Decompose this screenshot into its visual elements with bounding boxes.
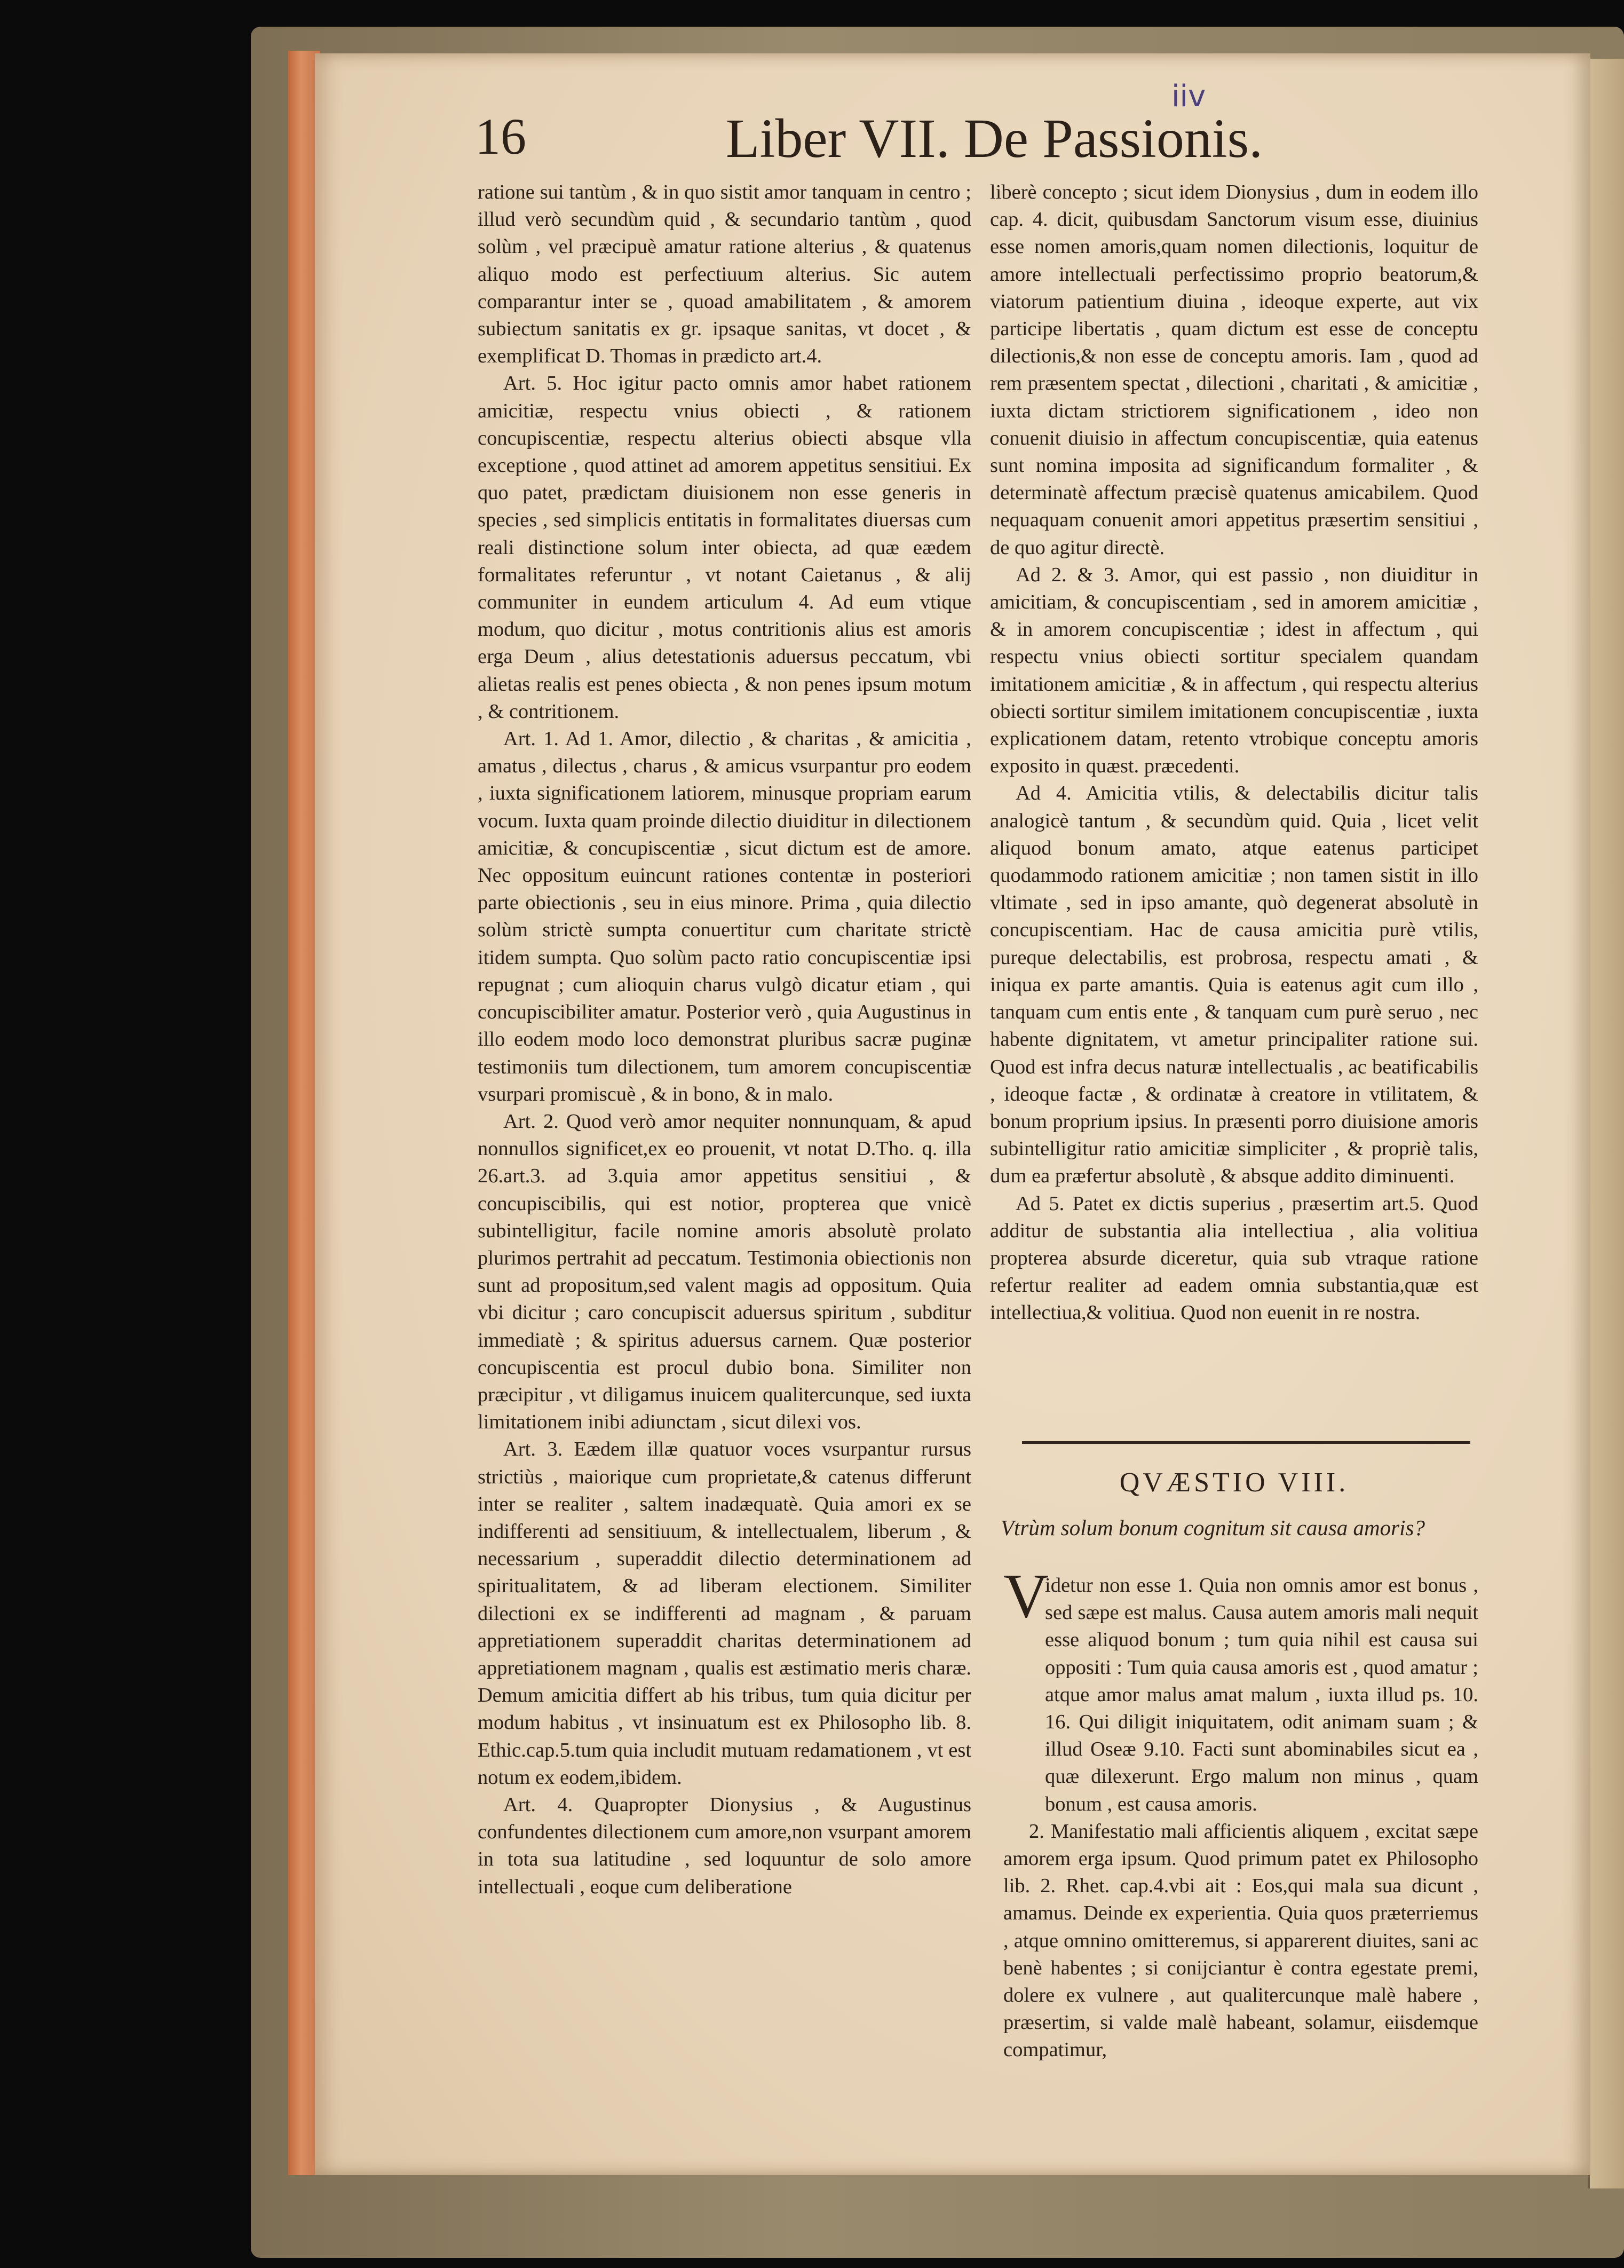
paragraph: Ad 2. & 3. Amor, qui est passio , non diuiditur in amicitiam, & concupiscentiam , sed in amorem amicitiæ , & in amorem concupiscentiæ ; idest in affectum , qui respectu vnius obiecti sortitur specialem quandam imitationem amicitiæ , & in affectum , qui respectu alterius obiecti sortitur similem imitationem concupiscentiæ , iuxta explicationem datam, retento vtrobique conceptu amoris exposito in quæst. præcedenti. bbox=[990, 563, 1478, 778]
marginal-annotation: iiv bbox=[1171, 79, 1206, 114]
paragraph: 2. Manifestatio mali afficientis aliquem , excitat sæpe amorem erga ipsum. Quod primum patet ex Philosopho lib. 2. Rhet. cap.4.vbi ait : Eos,qui mala sua dicunt , amamus. Deinde ex experientia. Quia quos præterriemus , atque omnino omitteremus, si apparerent diuites, sani ac benè habentes ; si conijciantur è contra egestate premi, dolere ex vulnere , aut qualitercunque malè habere , præsertim, si valde malè habeant, solamur, eiisdemque compatimur, bbox=[1003, 1820, 1478, 2061]
question-title: Vtrùm solum bonum cognitum sit causa amoris? bbox=[1001, 1515, 1425, 1540]
question-heading: QVÆSTIO VIII. bbox=[1119, 1467, 1349, 1498]
drop-cap: V bbox=[1003, 1561, 1049, 1631]
page-number: 16 bbox=[475, 108, 526, 165]
paragraph: Ad 4. Amicitia vtilis, & delectabilis dicitur talis analogicè tantum , & secundùm quid. Quia , licet velit aliquod bonum amato, atque eatenus participet quodammodo rationem amicitiæ ; non tamen sistit in illo vltimate , sed in ipso amante, quò degenerat absolutè in concupiscentiam. Hac de causa amicitia purè vtilis, pureque delectabilis, est probrosa, respectu amati , & iniqua ex parte amantis. Quia is eatenus agit cum illo , tanquam cum entis ente , & tanquam cum purè seruo , nec habente dignitatem, vt ametur principaliter ratione sui. Quod est infra decus naturæ intellectualis , ac beatificabilis , ideoque factæ , & ordinatæ à creatore in vtilitatem, & bonum proprium ipsius. In præsenti porro diuisione amoris subintelligitur ratio amicitiæ simpliciter , & propriè talis, dum ea præfertur absolutè , & absque addito diminuenti. bbox=[990, 782, 1478, 1188]
paragraph: idetur non esse 1. Quia non omnis amor est bonus , sed sæpe est malus. Causa autem amoris mali nequit esse aliquod bonum ; tum quia nihil est causa sui oppositi : Tum quia causa amoris est , quod amatur ; atque amor malus amat malum , iuxta illud ps. 10. 16. Qui diligit iniquitatem, odit animam suam ; & illud Oseæ 9.10. Facti sunt abominabiles sicut ea , quæ dilexerunt. Ergo malum non minus , quam bonum , est causa amoris. bbox=[1045, 1574, 1478, 1815]
left-text-column bbox=[478, 179, 971, 1901]
paragraph: Art. 3. Eædem illæ quatuor voces vsurpantur rursus strictiùs , maiorique cum proprietate,& catenus differunt inter se realiter , saltem inadæquatè. Quia amori ex se indifferenti ad sensitiuum, & intellectualem, liberum , & necessarium , superaddit dilectio determinationem ad spiritualitatem, & ad liberam electionem. Similiter dilectioni ex se indifferenti ad magnam , & paruam appretiationem superaddit charitas determinationem ad appretiationem magnam , qualis est æstimatio meris charæ. Demum amicitia differt ab his tribus, tum quia dicitur per modum habitus , vt insinuatum est ex Philosopho lib. 8. Ethic.cap.5.tum quia includit mutuam redamationem , vt est notum ex eodem,ibidem. bbox=[478, 1438, 971, 1789]
paragraph: Art. 2. Quod verò amor nequiter nonnunquam, & apud nonnullos significet,ex eo prouenit, vt notat D.Tho. q. illa 26.art.3. ad 3.quia amor appetitus sensitiui , & concupiscibilis, qui est notior, propterea que vnicè subintelligitur, facile nomine amoris absolutè prolato plurimos pertrahit ad peccatum. Testimonia obiectionis non sunt ad propositum,sed valent magis ad oppositum. Quia vbi dicitur ; caro concupiscit aduersus spiritum , subditur immediatè ; & spiritus aduersus carnem. Quæ posterior concupiscentia est procul dubio bona. Similiter non præcipitur , vt diligamus inuicem qualitercunque, sed iuxta limitationem inibi adiunctam , sicut dilexi vos. bbox=[478, 1110, 971, 1434]
paragraph: liberè concepto ; sicut idem Dionysius , dum in eodem illo cap. 4. dicit, quibusdam Sanctorum visum esse, diuinius esse nomen amoris,quam nomen dilectionis, loquitur de amore intellectuali perfectissimo proprio beatorum,& viatorum patientium diuina , ideoque experte, aut vix participe libertatis , quam dictum est esse de conceptu dilectionis,& non esse de conceptu amoris. Iam , quod ad rem præsentem spectat , dilectioni , charitati , & amicitiæ , iuxta dictam strictiorem significationem , ideo non conuenit diuisio in affectum concupiscentiæ, quia eatenus sunt nomina imposita ad significandum formaliter , & determinatè affectum præcisè quatenus amicabilem. Quod nequaquam conuenit amori appetitus præsertim sensitiui , de quo agitur directè. bbox=[990, 181, 1478, 559]
running-title: Liber VII. De Passionis. bbox=[726, 108, 1263, 169]
paragraph: Art. 4. Quapropter Dionysius , & Augustinus confundentes dilectionem cum amore,non vsurpant amorem in tota sua latitudine , sed loquuntur de solo amore intellectuali , eoque cum deliberatione bbox=[478, 1793, 971, 1898]
section-divider bbox=[1022, 1441, 1470, 1444]
paragraph: Ad 5. Patet ex dictis superius , præsertim art.5. Quod additur de substantia alia intellectiua , alia volitiua propterea absurde diceretur, quia sub vtraque ratione refertur realiter ad eadem omnia substantia,quæ est intellectiua,& volitiua. Quod non euenit in re nostra. bbox=[990, 1192, 1478, 1324]
paragraph: ratione sui tantùm , & in quo sistit amor tanquam in centro ; illud verò secundùm quid , & secundario tantùm , quod solùm , vel præcipuè amatur ratione alterius , & quatenus aliquo modo est perfectiuum alterius. Sic autem comparantur inter se , quoad amabilitatem , & amorem subiectum sanitatis ex gr. ipsaque sanitas, vt docet , & exemplificat D. Thomas in prædicto art.4. bbox=[478, 181, 971, 368]
running-header bbox=[475, 107, 1276, 181]
paragraph: Art. 5. Hoc igitur pacto omnis amor habet rationem amicitiæ, respectu vnius obiecti , & rationem concupiscentiæ, respectu alterius obiecti absque vlla exceptione , quod attinet ad amorem appetitus sensitiui. Ex quo patet, prædictam diuisionem non esse generis in species , sed simplicis entitatis in formalitates diuersas cum reali distinctione solum inter obiecta, ad quæ eædem formalitates referuntur , vt notant Caietanus , & alij communiter in eundem articulum 4. Ad eum vtique modum, quo dicitur , motus contritionis alius est amoris erga Deum , alius detestationis aduersus peccatum, vbi alietas realis est penes obiecta , & non penes ipsum motum , & contritionem. bbox=[478, 372, 971, 723]
facing-page-edge bbox=[1588, 59, 1624, 2188]
paragraph: Art. 1. Ad 1. Amor, dilectio , & charitas , & amicitia , amatus , dilectus , charus , & amicus vsurpantur pro eodem , iuxta significationem latiorem, minusque propriam earum vocum. Iuxta quam proinde dilectio diuiditur in dilectionem amicitiæ, & concupiscentiæ , sicut dictum est de amore. Nec oppositum euincunt rationes contentæ in posteriori parte obiectionis , seu in eius minore. Prima , quia dilectio solùm strictè sumpta conuertitur cum charitate strictè itidem sumpta. Quo solùm pacto ratio concupiscentiæ ipsi repugnat ; cum alioquin charus vulgò dicatur etiam , qui concupiscibiliter amatur. Posterior verò , quia Augustinus in illo eodem modo loco demonstrat pluribus sacræ puginæ testimoniis tum dilectionem, tum amorem concupiscentiæ vsurpari promiscuè , & in bono, & in malo. bbox=[478, 728, 971, 1105]
question-text bbox=[1003, 1572, 1478, 2064]
right-text-column bbox=[990, 179, 1478, 1327]
